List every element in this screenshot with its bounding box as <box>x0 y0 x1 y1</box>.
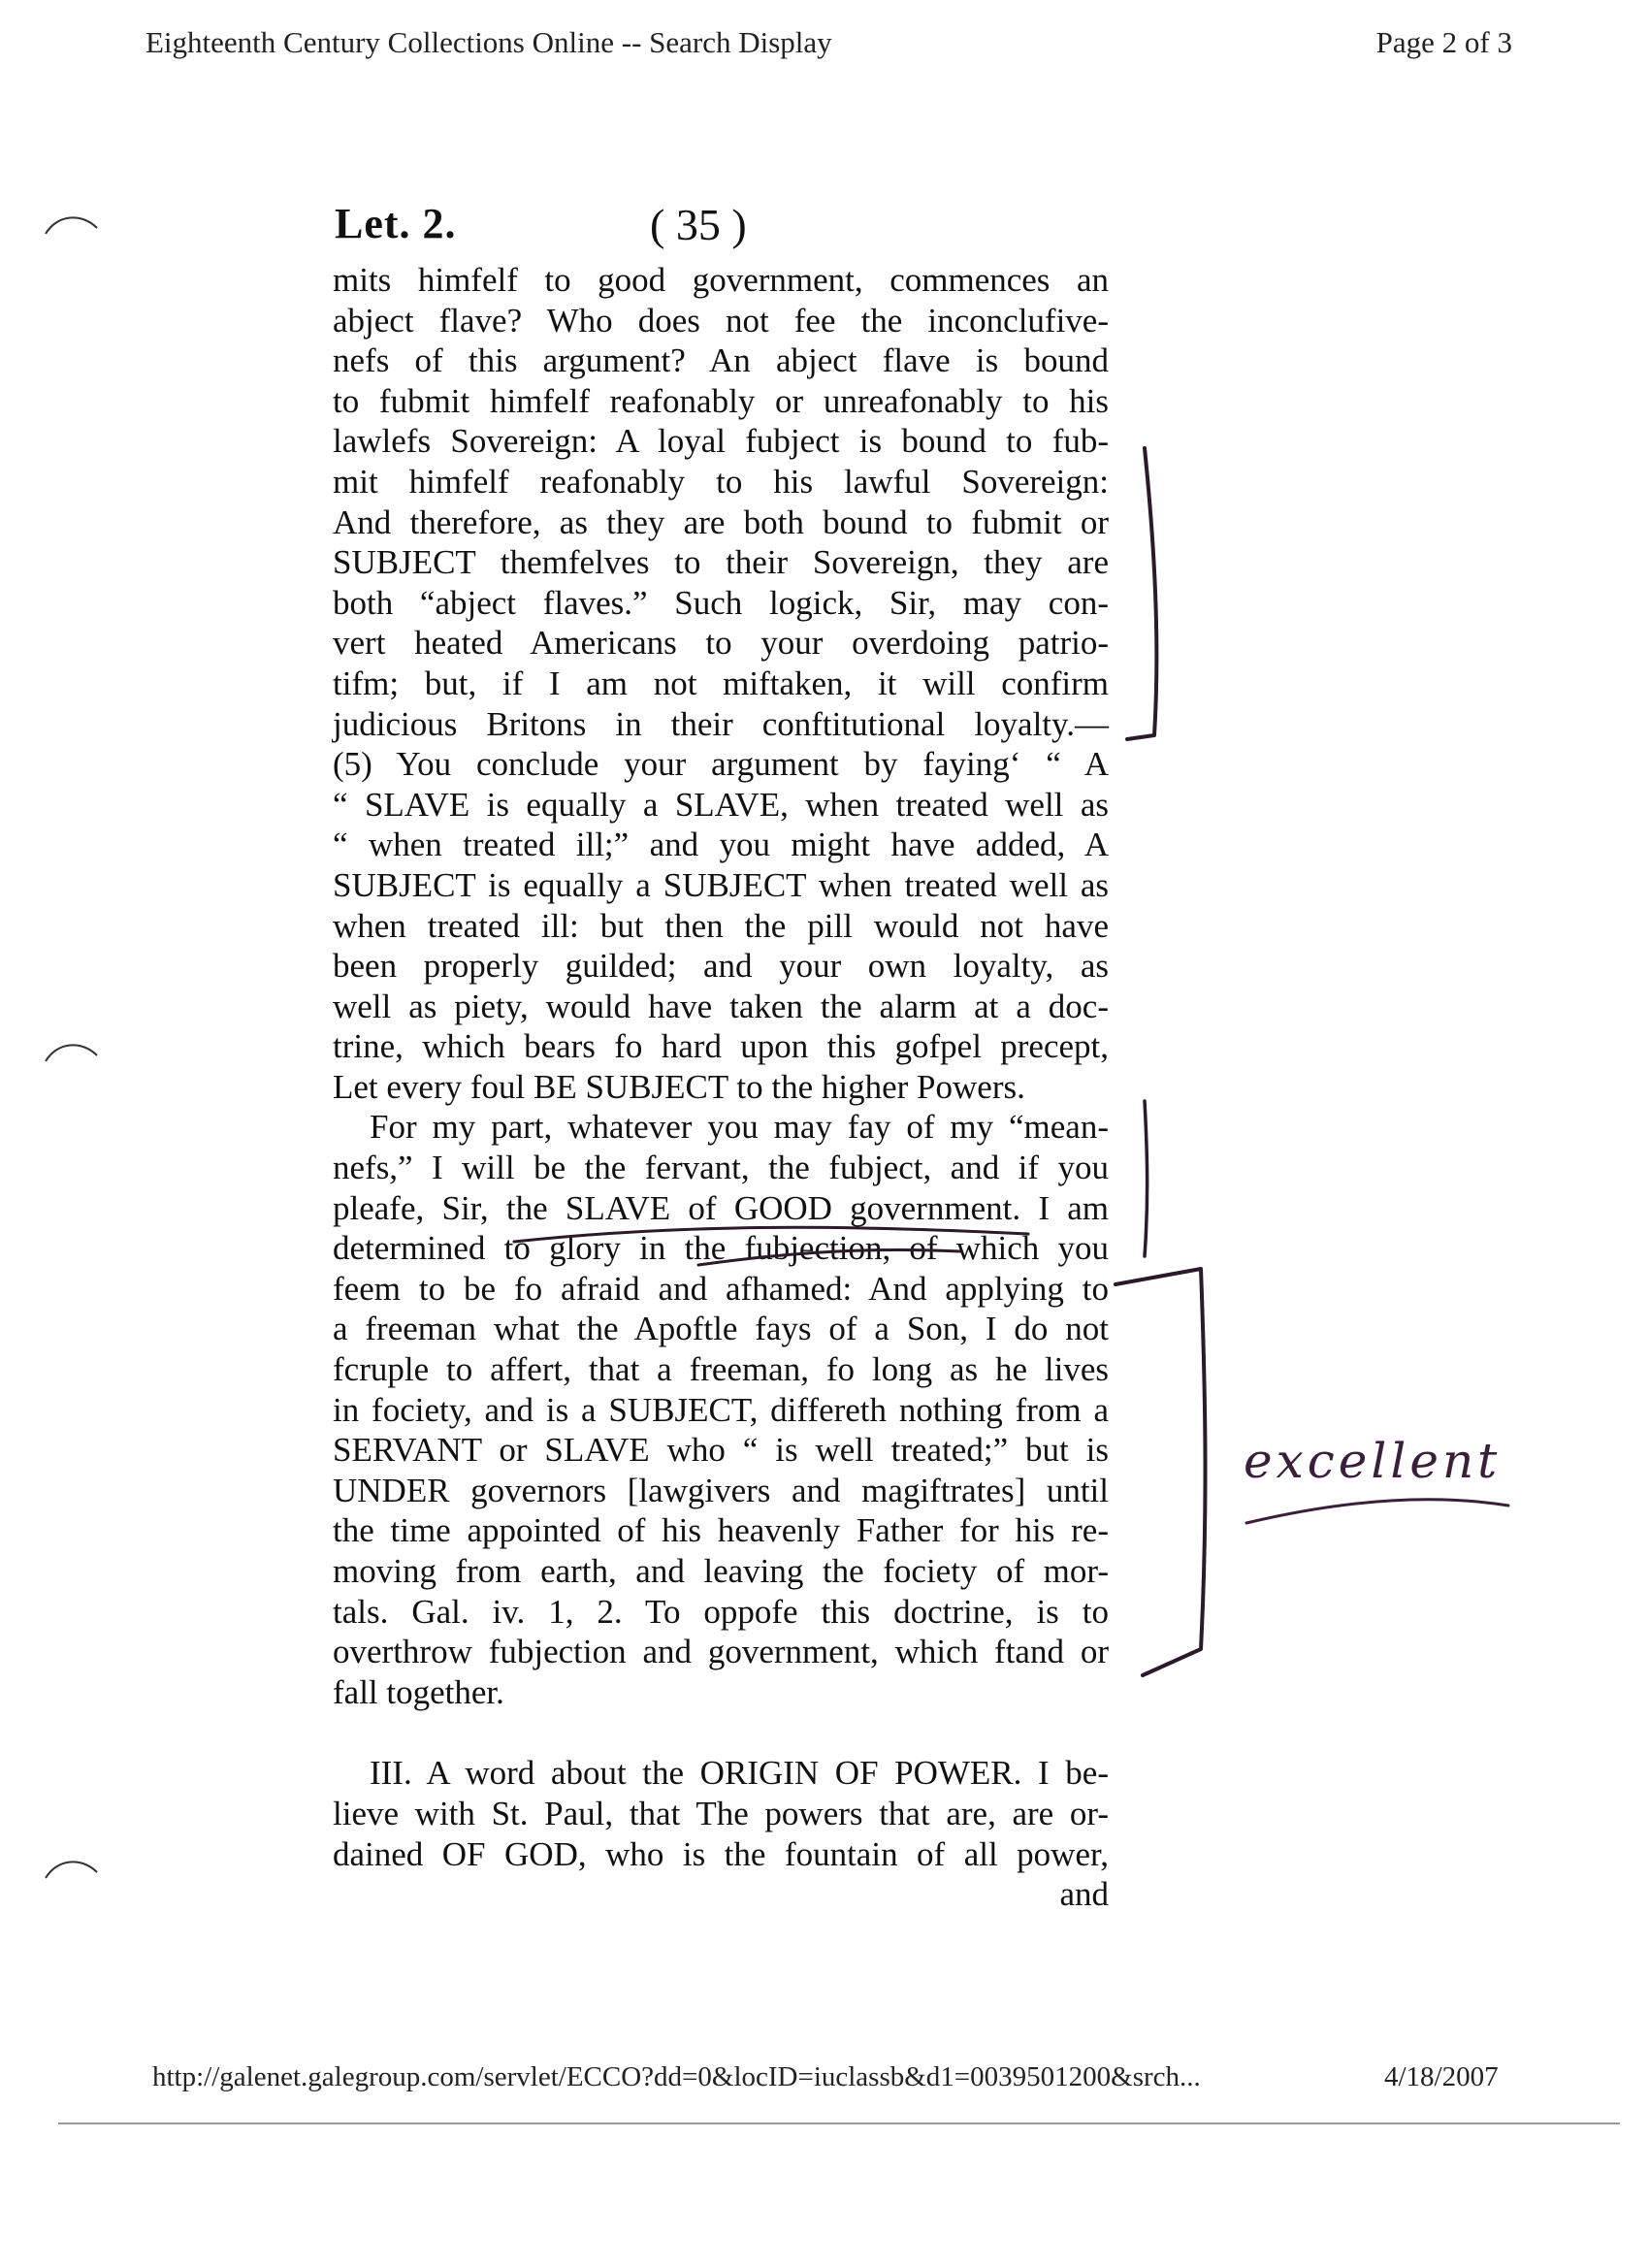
punch-hole-mark <box>43 1036 101 1075</box>
annotation-underline <box>1246 1500 1508 1523</box>
text-line: SUBJECT is equally a SUBJECT when treated well as <box>333 865 1109 904</box>
section-gap <box>333 1712 1109 1753</box>
text-line: abject flave? Who does not fee the inconclufive- <box>333 301 1109 340</box>
text-line: UNDER governors [lawgivers and magiftrates] until <box>333 1471 1109 1509</box>
text-line: pleafe, Sir, the SLAVE of GOOD government. I am <box>333 1188 1109 1227</box>
text-line: SERVANT or SLAVE who “ is well treated;” but is <box>333 1431 1109 1470</box>
text-line: overthrow fubjection and government, which ftand or <box>333 1633 1109 1671</box>
text-line: both “abject flaves.” Such logick, Sir, may con- <box>333 583 1109 622</box>
text-line: fall together. <box>333 1672 504 1711</box>
print-footer-date: 4/18/2007 <box>1384 2061 1499 2092</box>
text-line: determined to glory in the fubjection, of which you <box>333 1229 1109 1268</box>
punch-hole-mark <box>43 209 101 247</box>
text-line: For my part, whatever you may fay of my “mean- <box>370 1108 1109 1147</box>
text-line: the time appointed of his heavenly Father for his re- <box>333 1511 1109 1550</box>
margin-bracket-middle <box>1145 1101 1148 1256</box>
text-line: (5) You conclude your argument by faying‘ “ A <box>333 745 1109 784</box>
text-line: vert heated Americans to your overdoing patrio- <box>333 624 1109 663</box>
text-line: been properly guilded; and your own loyalty, as <box>333 947 1109 986</box>
margin-bracket-upper <box>1127 448 1156 739</box>
running-head <box>335 199 1101 257</box>
page-indicator: Page 2 of 3 <box>1375 25 1512 59</box>
text-line: tifm; but, if I am not miftaken, it will confirm <box>333 664 1109 702</box>
text-line: lawlefs Sovereign: A loyal fubject is bound to fub- <box>333 422 1109 461</box>
text-line: nefs,” I will be the fervant, the fubject, and if you <box>333 1149 1109 1187</box>
text-line: in fociety, and is a SUBJECT, differeth nothing from a <box>333 1390 1109 1429</box>
handwritten-note: excellent <box>1244 1433 1502 1489</box>
text-line: a freeman what the Apoftle fays of a Son, I do not <box>333 1310 1109 1348</box>
text-line: moving from earth, and leaving the fociety of mor- <box>333 1552 1109 1590</box>
text-line: “ when treated ill;” and you might have added, A <box>333 826 1109 864</box>
text-line: when treated ill: but then the pill would not have <box>333 906 1109 945</box>
catchword: and <box>1059 1875 1109 1914</box>
text-line: judicious Britons in their conftitutional loyalty.— <box>333 704 1109 743</box>
text-line: Let every foul BE SUBJECT to the higher Powers. <box>333 1067 1025 1106</box>
text-line: lieve with St. Paul, that The powers that are, are or- <box>333 1794 1109 1832</box>
margin-bracket-lower <box>1116 1269 1206 1675</box>
text-line: feem to be fo afraid and afhamed: And applying to <box>333 1269 1109 1308</box>
text-line: mit himfelf reafonably to his lawful Sovereign: <box>333 462 1109 501</box>
text-line: fcruple to affert, that a freeman, fo long as he lives <box>333 1350 1109 1389</box>
punch-hole-mark <box>43 1853 101 1892</box>
footer-divider <box>58 2122 1620 2124</box>
text-line: dained OF GOD, who is the fountain of all power, <box>333 1834 1109 1873</box>
text-line: And therefore, as they are both bound to fubmit or <box>333 502 1109 541</box>
text-line: “ SLAVE is equally a SLAVE, when treated well as <box>333 785 1109 824</box>
print-footer-url: http://galenet.galegroup.com/servlet/ECCO?dd=0&locID=iuclassb&d1=0039501200&srch... <box>152 2061 1201 2092</box>
text-line: well as piety, would have taken the alarm at a doc- <box>333 987 1109 1025</box>
text-line: III. A word about the ORIGIN OF POWER. I be- <box>370 1754 1109 1793</box>
page-number: ( 35 ) <box>650 200 747 249</box>
scanned-page-text <box>333 260 1109 1915</box>
text-line: to fubmit himfelf reafonably or unreafonably to his <box>333 381 1109 420</box>
print-header-title: Eighteenth Century Collections Online -- Search Display <box>146 25 832 59</box>
text-line: trine, which bears fo hard upon this gofpel precept, <box>333 1027 1109 1066</box>
text-line: nefs of this argument? An abject flave is bound <box>333 341 1109 380</box>
letter-reference: Let. 2. <box>335 200 457 247</box>
text-line: SUBJECT themfelves to their Sovereign, they are <box>333 543 1109 582</box>
text-line: tals. Gal. iv. 1, 2. To oppofe this doctrine, is to <box>333 1592 1109 1631</box>
text-line: mits himfelf to good government, commences an <box>333 261 1109 299</box>
